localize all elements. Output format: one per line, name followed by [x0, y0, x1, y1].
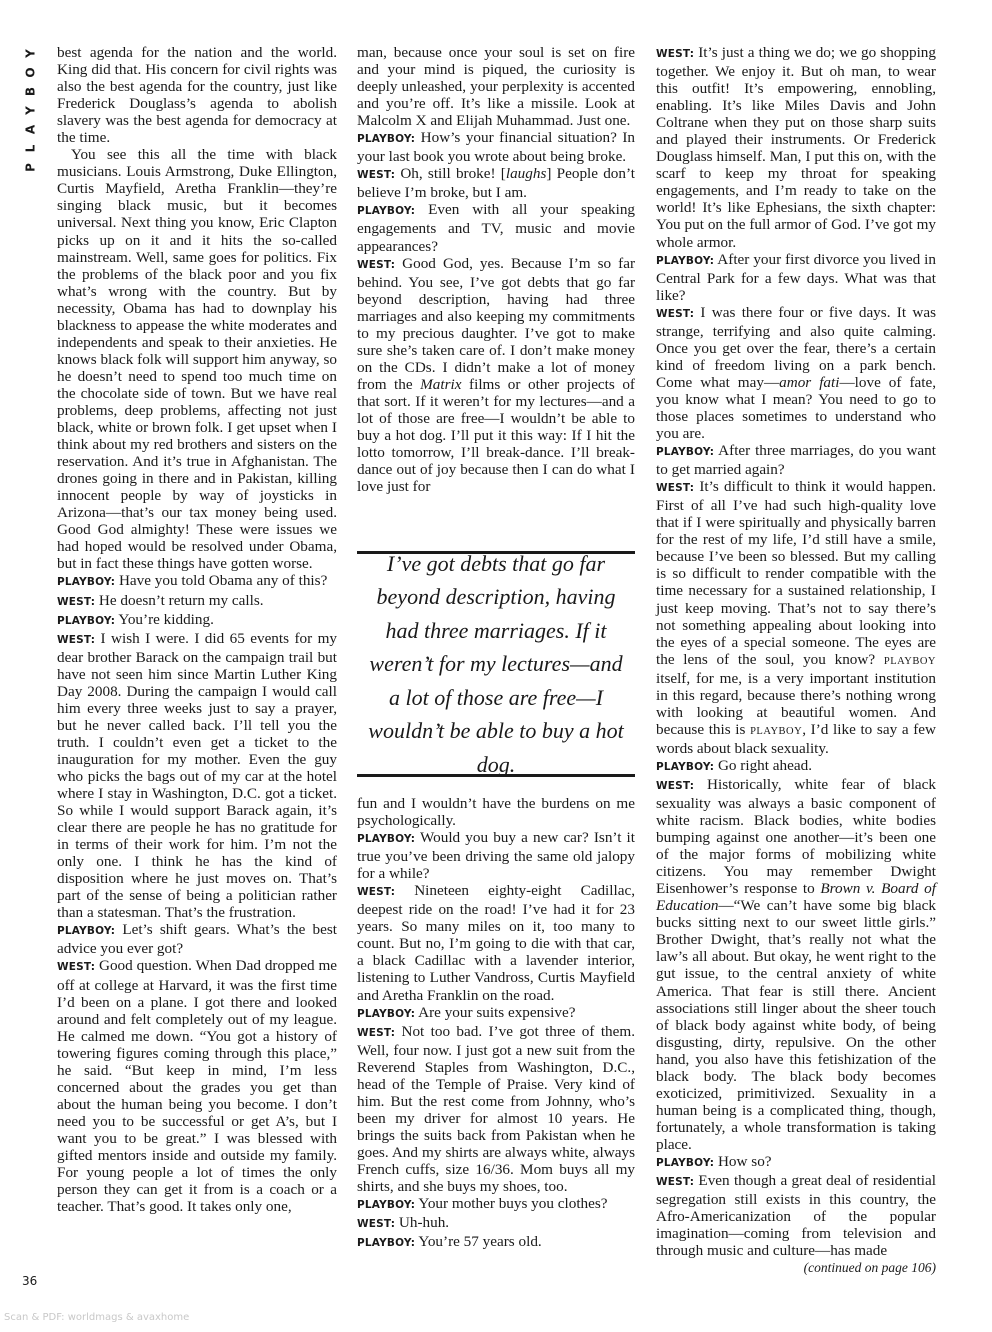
- question: [656, 251, 936, 304]
- paragraph: You see this all the time with black musicians. Louis Armstrong, Duke Ellington, Curtis Mayfield, Aretha Franklin—they’re singing black music, but it becomes universal. Next thing you know, Eric Clapton picks up on it and it hits the so-called mainstream. Well, same goes for politics. Fix the problems of the black poor and you fix what’s wrong with the country. But by necessity, Obama has had to downplay his blackness to appease the white moderates and independents and speak to their anxieties. He knows black folk will support him anyway, so he doesn’t need to spend too much time on the chocolate side of town. But we have real problems, deep problems, affecting not just black, white or brown folk. I get upset when I think about my red brothers and sisters on the reservation. And it’s true in Afghanistan. The drones going in there and in Pakistan, killing innocent people by way of joysticks in Arizona—that’s our tax money being used. Good God almighty! These were issues we had hoped would be resolved under Obama, but in fact these things have gotten worse.: [57, 146, 337, 573]
- question-text: Even with all your speaking engagements and TV, music and movie appearances?: [357, 201, 636, 255]
- speaker-label: WEST:: [57, 633, 96, 646]
- pull-quote: [357, 551, 635, 777]
- question-text: After three marriages, do you want to get married again?: [656, 442, 936, 479]
- answer-text: I was there four or five days. It was strange, terrifying and also quite calming. Once you get over the fear, there’s a certain kind of freedom living on a park bench. Come what may—: [656, 303, 936, 391]
- speaker-label: PLAYBOY:: [357, 133, 416, 146]
- continued-note: (continued on page 106): [803, 1260, 936, 1276]
- answer-text: itself, for me, is a very important institution in this regard, because there’s nothing wrong with looking at beautiful women. And because this is: [656, 669, 936, 738]
- speaker-label: WEST:: [656, 482, 695, 495]
- column-2-top: [357, 44, 635, 495]
- masthead-letter: Y: [23, 106, 38, 115]
- answer: [656, 776, 936, 1153]
- masthead-letter: Y: [23, 49, 38, 58]
- question: [656, 1153, 936, 1172]
- speaker-label: WEST:: [656, 779, 695, 792]
- speaker-label: PLAYBOY:: [656, 760, 715, 773]
- answer: [57, 592, 337, 611]
- question-text: Let’s shift gears. What’s the best advice you ever got?: [57, 921, 337, 958]
- masthead-letter: O: [23, 67, 38, 78]
- answer-italic: laughs: [505, 165, 547, 183]
- answer-text: He doesn’t return my calls.: [98, 591, 264, 609]
- answer: [57, 957, 337, 1215]
- question: [57, 921, 337, 957]
- answer: [57, 630, 337, 922]
- question-text: How so?: [717, 1153, 772, 1170]
- answer-text: Historically, white fear of black sexuality was always a basic component of white racism. Black bodies, white bodies bumping against one another—it’s been one of the major forms of mobilizing white citizens. You may remember Dwight Eisenhower’s response to: [656, 775, 936, 898]
- answer: [656, 478, 936, 757]
- speaker-label: PLAYBOY:: [57, 576, 116, 589]
- magazine-name: PLAYBOY: [883, 655, 936, 667]
- speaker-label: WEST:: [656, 307, 695, 320]
- answer-text: It’s just a thing we do; we go shopping together. We enjoy it. But oh man, to wear this outfit! It’s empowering, ennobling, enabling. It’s like Miles Davis and John Coltrane when they put on those sharp suits and played their instruments. Or Frederick Douglass himself. Man, I put this on, with the scarf to keep my throat for speaking engagements, and I’m ready to take on the world! It’s like Ephesians, the sixth chapter: You put on the full armor of God. I’ve got my whole armor.: [656, 44, 936, 251]
- speaker-label: PLAYBOY:: [357, 1007, 416, 1020]
- answer-italic: Brown v. Board of Education: [656, 880, 936, 915]
- answer-text: —“We can’t have some big black bucks sitting next to our sweet little girls.” Brother Dwight, that’s really not what the law’s all about. But okay, he went right to the gut issue, to the central anxiety of white America. That fear is still there. Ancient associations still linger about the sheer touch of black body against white body, of being disgusting, dirty, repulsive. On the other hand, you also have this fetishization of the black body. The black body becomes exoticized, primitivized. Sexuality in a human being is a complicated thing, though, fortunately, a whole transformation is taking place.: [656, 897, 936, 1153]
- speaker-label: WEST:: [57, 595, 96, 608]
- masthead-letter: P: [23, 163, 38, 172]
- answer: [357, 882, 635, 1003]
- speaker-label: PLAYBOY:: [656, 254, 715, 267]
- answer-text: Even though a great deal of residential segregation still exists in this country, the Afro-Americanization of the popular imagination—coming from television and through music and culture—has made: [656, 1172, 936, 1260]
- answer-italic: amor fati: [779, 373, 840, 391]
- answer: [656, 304, 936, 442]
- answer: [357, 255, 635, 496]
- answer: [656, 44, 936, 251]
- answer-italic: Matrix: [420, 375, 462, 393]
- speaker-label: PLAYBOY:: [357, 205, 416, 218]
- question: [57, 572, 337, 591]
- question-text: You’re kidding.: [118, 610, 214, 628]
- question: [357, 201, 635, 254]
- speaker-label: PLAYBOY:: [357, 1237, 416, 1250]
- paragraph: fun and I wouldn’t have the burdens on me psychologically.: [357, 795, 635, 830]
- answer: [656, 1172, 936, 1259]
- paragraph: man, because once your soul is set on fire and your mind is piqued, the curiosity is deeply unleashed, your perplexity is accented and you’re off. It’s like a missile. Look at Malcolm X and Elijah Muhammad. Just one.: [357, 44, 635, 130]
- question-text: Have you told Obama any of this?: [118, 572, 328, 590]
- masthead-letter: L: [23, 144, 38, 153]
- question: [357, 1004, 635, 1023]
- page-number: 36: [22, 1274, 38, 1288]
- speaker-label: PLAYBOY:: [357, 1199, 416, 1212]
- masthead-letter: A: [23, 124, 38, 135]
- masthead-letter: B: [23, 86, 38, 97]
- column-3: [656, 44, 936, 1276]
- speaker-label: WEST:: [656, 1176, 695, 1189]
- question: [656, 757, 936, 776]
- pull-quote-text: I’ve got debts that go far beyond description, having had three marriages. If it weren’t for my lectures—and a lot of those are free—I wouldn’t be able to buy a hot dog.: [368, 550, 624, 777]
- masthead: [22, 44, 40, 177]
- answer-text: , I’d like to say a few words about black sexuality.: [656, 720, 936, 757]
- question: [357, 1233, 635, 1252]
- answer: [357, 1023, 635, 1195]
- question-text: Your mother buys you clothes?: [418, 1195, 608, 1213]
- paragraph: best agenda for the nation and the world. King did that. His concern for civil rights was also the best agenda for the country, just like Frederick Douglass’s agenda to abolish slavery was the best agenda for democracy at the time.: [57, 44, 337, 147]
- speaker-label: WEST:: [656, 48, 695, 60]
- question-text: Go right ahead.: [717, 756, 812, 774]
- magazine-name: PLAYBOY: [750, 725, 803, 737]
- answer-text: ] People don’t believe I’m broke, but I am.: [357, 165, 635, 202]
- question: [656, 442, 936, 478]
- speaker-label: PLAYBOY:: [357, 833, 416, 846]
- speaker-label: PLAYBOY:: [656, 446, 715, 459]
- speaker-label: PLAYBOY:: [656, 1157, 715, 1169]
- answer: [357, 165, 635, 201]
- question: [57, 611, 337, 630]
- speaker-label: PLAYBOY:: [57, 925, 116, 938]
- speaker-label: WEST:: [357, 1026, 396, 1039]
- answer: [357, 1214, 635, 1233]
- question-text: How’s your financial situation? In your last book you wrote about being broke.: [357, 129, 636, 166]
- answer-text: —love of fate, you know what I mean? You need to go to those places sometimes to understand who you are.: [656, 373, 937, 443]
- answer-text: Uh-huh.: [398, 1214, 450, 1232]
- speaker-label: WEST:: [357, 886, 396, 899]
- question: [357, 1195, 635, 1214]
- answer-text: It’s difficult to think it would happen. First of all I’ve had such high-quality love that if I were spiritually and physically barren for the rest of my life, I’d still have a smile, because I’ve been so blessed. But my calling is so difficult to render compatible with the time necessary for a sustained relationship, I just keep moving. That’s not to say there’s not something appealing about looking into the eyes of a special someone. The eyes are the lens of the soul, you know?: [656, 478, 936, 668]
- question-text: After your first divorce you lived in Central Park for a few days. What was that like?: [656, 250, 936, 304]
- answer-text: Not too bad. I’ve got three of them. Well, four now. I just got a new suit from the Reverend Staples from Washington, D.C., head of the Temple of Praise. Very kind of him. But the rest come from Johnny, who’s been my driver for almost 10 years. He brings the suits back from Pakistan when he goes. And my shirts are always white, always French cuffs, size 16/36. Mom buys all my shirts, and she buys my shoes, too.: [357, 1022, 635, 1196]
- masthead-text: [22, 44, 40, 177]
- answer-text: Good question. When Dad dropped me off at college at Harvard, it was the first time I’d been on a plane. I got there and looked around and felt completely out of my league. He calmed me down. “You got a history of towering figures coming through this place,” he said. “But keep in mind, I’m less concerned about the grades you get than about the human being you become. I don’t need you to be successful or get A’s, but I want you to be great.” I was blessed with gifted mentors inside and outside my family. For young people a lot of times the only person they can get it from is a coach or a teacher. That’s good. It takes only one,: [57, 957, 338, 1216]
- question-text: Are your suits expensive?: [418, 1003, 576, 1021]
- answer-text: I wish I were. I did 65 events for my dear brother Barack on the campaign trail but have not seen him since Martin Luther King Day 2008. During the campaign I would call him every three weeks just to say a prayer, but he never called back. I’ll tell you the truth. I couldn’t even get a ticket to the inauguration for my mother. Even the guy who picks the bags out of my car at the hotel where I stay in Washington, D.C. got a ticket. So while I would support Barack again, it’s clear there are people he has no gratitude for in terms of their work for him. I’m not the only one. I think he has the kind of disposition where he just moves on. That’s part of the sense of being a politician rather than a statesman. That’s the frustration.: [57, 629, 337, 922]
- speaker-label: PLAYBOY:: [57, 614, 116, 627]
- question: [357, 129, 635, 165]
- answer-text: Good God, yes. Because I’m so far behind. You see, I’ve got debts that go far beyond description, having had three marriages and also keeping my commitments to my precious daughter. I’ve got to make sure she’s taken care of. I don’t make money on the CDs. I didn’t make a lot of money from the: [357, 254, 636, 393]
- answer-text: Nineteen eighty-eight Cadillac, deepest ride on the road! I’ve had it for 23 years. So many miles on it, too many to count. But no, I’m going to die with that car, a black Cadillac with a lavender interior, listening to Luther Vandross, Curtis Mayfield and Aretha Franklin on the road.: [357, 882, 635, 1004]
- speaker-label: WEST:: [357, 169, 396, 182]
- column-1: [57, 44, 337, 1215]
- question-text: You’re 57 years old.: [418, 1233, 542, 1251]
- question-text: Would you buy a new car? Isn’t it true you’ve been driving the same old jalopy for a while?: [357, 829, 635, 883]
- speaker-label: WEST:: [57, 961, 96, 974]
- scan-credit: Scan & PDF: worldmags & avaxhome: [4, 1312, 190, 1323]
- speaker-label: WEST:: [357, 258, 396, 271]
- answer-text: films or other projects of that sort. If it weren’t for my lectures—and a lot of those are free—I wouldn’t be able to buy a hot dog. I’ll put it this way: If I hit the lotto tomorrow, I’ll break-dance. I’ll break-dance out of joy because then I can do what I love just for: [357, 375, 635, 496]
- question: [357, 829, 635, 882]
- answer-text: Oh, still broke! [: [400, 165, 506, 183]
- speaker-label: WEST:: [357, 1218, 396, 1231]
- column-2-bottom: [357, 795, 635, 1252]
